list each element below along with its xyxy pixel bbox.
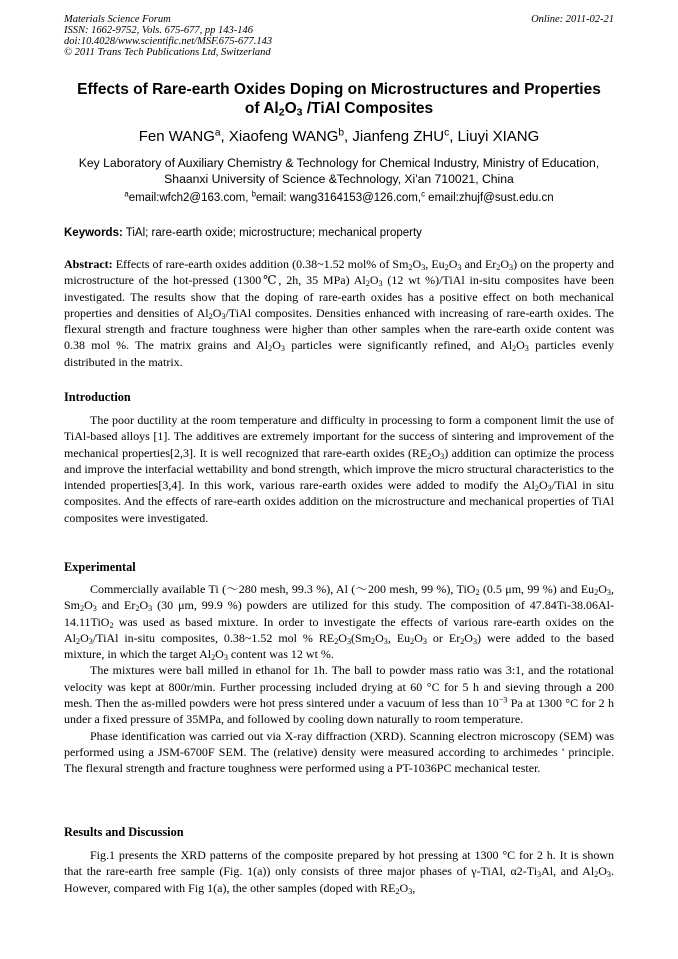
section-heading-introduction: Introduction: [64, 390, 131, 404]
author-list: Fen WANG$^a$, Xiaofeng WANG$^b$, Jianfeng ZHU$^c$, Liuyi XIANG: [138, 127, 540, 145]
abstract: Abstract: Effects of rare-earth oxides addition (0.38~1.52 mol% of $Sm_2O_3$, $Eu_2O_3$ and $Er_2O_3$) on the property and microstructure of the hot-pressed (1300℃, 2h, 35 MPa) $Al_2O_3$ (12 wt %)/TiAl in-situ composites have been investigated. The results show that the doping of rare-earth oxides has a positive effect on both mechanical properties and densities of $Al_2O_3$/TiAl composites. Densities enhanced with increasing of rare-earth oxides. The flexural strength and fracture toughness were higher than other samples when the rare-earth oxide content was 0.38 mol %. The matrix grains and $Al_2O_3$ particles were significantly refined, and $Al_2O_3$ particles evenly distributed in the matrix.: [64, 257, 614, 369]
keywords: Keywords: TiAl; rare-earth oxide; microstructure; mechanical property: [64, 227, 422, 239]
keywords-label: Keywords:: [64, 227, 123, 239]
issn: ISSN: 1662-9752, Vols. 675-677, pp 143-146: [64, 25, 253, 36]
results-body: Fig.1 presents the XRD patterns of the composite prepared by hot pressing at 1300 °C for 2 h. It is shown that the rare-earth free sample (Fig. 1(a)) only consists of three major phases of γ-TiAl, $\alpha 2-Ti_3Al$, and $Al_2O_3$. However, compared with Fig 1(a), the other samples (doped with $RE_2O_3$,: [64, 848, 614, 896]
copyright: © 2011 Trans Tech Publications Ltd, Switzerland: [64, 47, 271, 58]
section-heading-experimental: Experimental: [64, 560, 136, 574]
abstract-label: Abstract:: [64, 257, 113, 271]
title-line-2: of $Al_2O_3$ /TiAl Composites: [244, 100, 434, 119]
author: Xiaofeng WANG: [228, 128, 339, 145]
online-date: Online: 2011-02-21: [531, 14, 614, 25]
doi: doi:10.4028/www.scientific.net/MSF.675-677.143: [64, 36, 273, 47]
author: Liuyi XIANG: [457, 128, 540, 145]
experimental-body: Commercially available Ti (～280 mesh, 99.3 %), Al (～200 mesh, 99 %), TiO$_2$ (0.5 μm, 99 %) and $Eu_2O_3$, $Sm_2O_3$ and $Er_2O_3$ (30 μm, 99.9 %) powders are utilized for this study. The composition of 47.84Ti-38.06Al-14.11TiO$_2$ was used as based mixture. In order to investigate the effects of various rare-earth oxides on the $Al_2O_3$/TiAl in-situ composites, 0.38~1.52 mol % $RE_2O_3(Sm_2O_3$, $Eu_2O_3$ or $Er_2O_3$) were added to the based mixture, in which the target $Al_2O_3$ content was 12 wt %. The mixtures were ball milled in ethanol for 1h. The ball to powder mass ratio was 3:1, and the rotational velocity was kept at 800r/min. Further processing included drying at 60 °C for 5 h and sieving through a 200 mesh. Then the as-milled powders were hot press sintered under a vacuum of less than $10^{-3}$ Pa at 1300 °C for 2 h under a fixed pressure of 35MPa, and followed by cooling down naturally to room temperature. Phase identification was carried out via X-ray diffraction (XRD). Scanning electron microscopy (SEM) was performed using a JSM-6700F SEM. The (relative) density were measured according to archimedes ' principle. The flexural strength and fracture toughness were performed using a PT-1036PC mechanical tester.: [64, 582, 615, 776]
introduction-body: The poor ductility at the room temperature and difficulty in processing to form a component limit the use of TiAl-based alloys [1]. The additives are extremely important for the success of sintering and improvement of the mechanical properties[2,3]. It is well recognized that rare-earth oxides $(RE_2O_3)$ addition can optimize the process and improve the interfacial wettability and bond strength, which improve the micro structural characteristics to the intended properties[3,4]. In this work, various rare-earth oxides were added to modify the $Al_2O_3$/TiAl in situ composites. And the effects of rare-earth oxides addition on the microstructure and mechanical properties of TiAl composites were investigated.: [64, 413, 615, 525]
journal-name: Materials Science Forum: [64, 14, 171, 25]
section-heading-results: Results and Discussion: [64, 825, 184, 839]
title-line-1: Effects of Rare-earth Oxides Doping on Microstructures and Properties: [77, 81, 601, 98]
affiliation: Key Laboratory of Auxiliary Chemistry & Technology for Chemical Industry, Ministry of Education, Shaanxi University of Science &Technology, Xi'an 710021, China: [78, 156, 600, 186]
author: Fen WANG: [138, 128, 215, 145]
journal-header: [64, 14, 614, 58]
author: Jianfeng ZHU: [352, 128, 445, 145]
paper-title: [64, 80, 614, 118]
author-emails: $^a$email:wfch2@163.com, $^b$email: wang3164153@126.com,$^c$ email:zhujf@sust.edu.cn: [124, 189, 554, 204]
